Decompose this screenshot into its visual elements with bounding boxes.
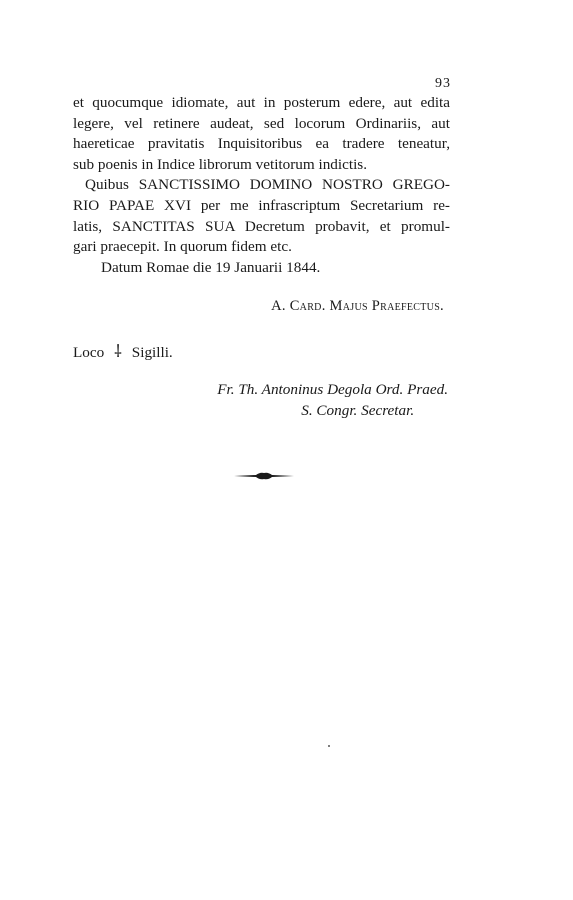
text-line: latis, SANCTITAS SUA Decretum probavit, et promul- bbox=[73, 217, 450, 235]
text-line: Datum Romae die 19 Januarii 1844. bbox=[101, 258, 321, 276]
decree-text bbox=[73, 93, 450, 278]
paper-speck bbox=[328, 745, 330, 747]
prefect-signature: A. Card. Majus Praefectus. bbox=[271, 298, 444, 314]
text-line: et quocumque idiomate, aut in posterum edere, aut edita bbox=[73, 94, 450, 111]
text-line: Quibus SANCTISSIMO DOMINO NOSTRO GREGO- bbox=[85, 176, 450, 194]
secretary-name: Fr. Th. Antoninus Degola Ord. Praed. bbox=[217, 381, 448, 398]
seal-sigilli: Sigilli. bbox=[131, 344, 173, 361]
secretary-signature bbox=[217, 380, 448, 421]
ornament-divider-icon bbox=[234, 470, 294, 482]
text-line: sub poenis in Indice librorum vetitorum indictis. bbox=[73, 155, 368, 173]
cross-icon: ⸸ bbox=[114, 342, 122, 361]
text-line: legere, vel retinere audeat, sed locorum Ordinariis, aut bbox=[73, 114, 450, 132]
text-line: haereticae pravitatis Inquisitoribus ea tradere teneatur, bbox=[73, 135, 450, 153]
text-line: gari praecepit. In quorum fidem etc. bbox=[73, 238, 292, 256]
text-line: RIO PAPAE XVI per me infrascriptum Secretarium re- bbox=[73, 196, 450, 214]
seal-loco: Loco bbox=[73, 344, 105, 361]
secretary-title: S. Congr. Secretar. bbox=[301, 401, 415, 419]
seal-place bbox=[73, 339, 173, 362]
page-number: 93 bbox=[435, 76, 451, 91]
